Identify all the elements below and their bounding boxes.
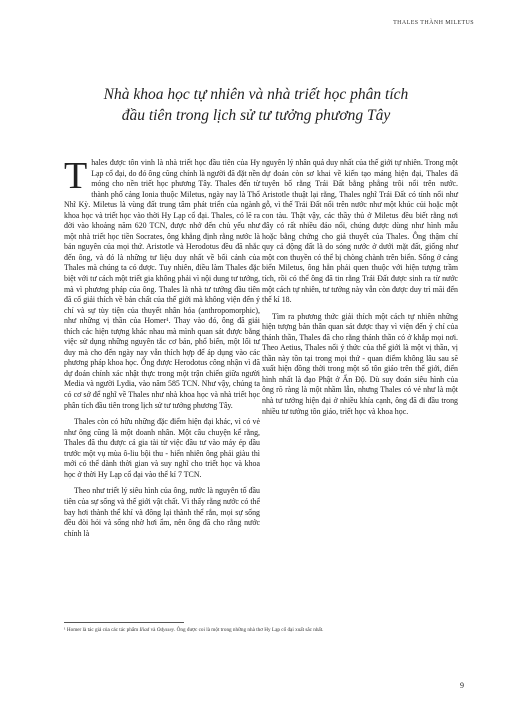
paragraph-1 [64,155,260,411]
running-head-text: THALES THÀNH MILETUS [393,20,474,26]
paragraph-4: nguyên lý nhân quả duy nhất của thế giới tự nhiên. Trong một dự đoán còn sơ khai về kiến tạo mảng hiện đại, Thales đã tuyên bố rằng Trái Đất bằng phẳng trôi nổi trên nước. Aristotle thuật lại rằng, Thales nghĩ Trái Đất có tính nổi như gỗ, vì thế Trái Đất nổi trên nước như một khúc củi hoặc một con tàu. Thật vậy, các thầy thủ ở Miletus đều biết rằng nơi đây có rất nhiều đảo nổi, chúng được dùng như hình mẫu hoặc bằng chứng cho giả thuyết của Thales. Ông thậm chí quy cả động đất là do sóng nước ở dưới mặt đất, giống như một con thuyền có thể bị chòng chành trên biển. Sống ở cảng biển Miletus, ông hẳn phải quen thuộc với hiện tượng trầm tích, rồi có thể ông đã tin rằng Trái Đất được sinh ra từ nước một cách tự nhiên, tư tưởng này vẫn còn được duy trì mãi đến thế kỉ 18. [262,158,458,305]
drop-cap: T [64,155,88,197]
paragraph-1-text: hales được tôn vinh là nhà triết học đầu tiên của Hy Lạp cổ đại, do đó ông cũng chính là người đã đặt nền móng cho nền triết học phương Tây. Thales đến từ thành phố cảng Ionia thuộc Miletus, ngày nay là Thổ Nhĩ Kỳ. Miletus là vùng đất trung tâm phát triển của ngành khoa học và triết học vào thời Hy Lạp cổ đại. Thales, có lẽ ra đời vào khoảng năm 620 TCN, được nhớ đến chủ yếu như một nhà triết học tiền Socrates, ông khẳng định rằng nước là bản nguyên của mọi thứ. Aristotle và Herodotus đều đã nhắc đến ông, và đó là những tư liệu duy nhất về bối cảnh của Thales mà chúng ta có được. Tuy nhiên, điều làm Thales đặc biệt với tư cách một triết gia không phải vì nội dung tư tưởng, mà vì phương pháp của ông. Thales là nhà tư tưởng đầu tiên đã cố giải thích về bản chất của thế giới mà không viện đến ý chí và sự tùy tiện của thuyết nhân hóa (anthropomorphic), như những vị thần của Homer¹. Thay vào đó, ông đã giải thích các hiện tượng khác nhau mà mình quan sát được bằng việc sử dụng những nguyên tắc cơ bản, phổ biến, một lối tư duy mà cho đến ngày nay vẫn thích hợp để áp dụng vào các phương pháp khoa học. Ông được Herodotus công nhận vì đã dự đoán chính xác nhật thực trong một trận chiến giữa người Media và người Lydia, vào năm 585 TCN. Như vậy, chúng ta có cơ sở để nghĩ về Thales như nhà khoa học và nhà triết học phân tích đầu tiên trong lịch sử tư tưởng phương Tây. [64,158,260,410]
title-line-1: Nhà khoa học tự nhiên và nhà triết học phân tích [103,86,409,103]
footnote-text-2: và [149,627,157,633]
footnote-text-3: . Ông được coi là một trong những nhà thơ Hy Lạp cổ đại xuất sắc nhất. [174,627,324,633]
paragraph-3: Theo như triết lý siêu hình của ông, nước là nguyên tố đầu tiên của sự sống và thế giới vật chất. Vì thấy rằng nước có thể bay hơi thành thể khí và đông lại thành thể rắn, mọi sự sống đều đòi hỏi và sống nhờ hơi ẩm, nên ông đã cho rằng nước chính là [64,486,260,538]
running-head [393,18,474,26]
paragraph-5: Tìm ra phương thức giải thích một cách tự nhiên những hiện tượng bản thân quan sát được thay vì viện đến ý chí của thánh thần, Thales đã cho rằng thánh thần có ở khắp mọi nơi. Theo Aetius, Thales nối ý thức của thế giới là một vị thần, vị thần này tồn tại trong mọi thứ - quan điểm không lâu sau sẽ xuất hiện đồng thời trong một số tôn giáo trên thế giới, điển hình nhất là đạo Phật ở Ấn Độ. Dù suy đoán siêu hình của ông rõ ràng là một nhầm lẫn, nhưng Thales có vẻ như là một nhà tư tưởng hiện đại ở nhiều khía cạnh, ông đã đi đầu trong nhiều tư tưởng tôn giáo, triết học và khoa học. [262,311,458,416]
footnote-text-1: Homer là tác giả của các tác phẩm [65,627,140,633]
footnote [64,627,464,634]
paragraph-2: Thales còn có hữu những đặc điểm hiện đại khác, vì có vẻ như ông cũng là một doanh nhân. Một câu chuyện kể rằng, Thales đã thu được cả gia tài từ việc đầu tư vào máy ép dầu trước một vụ mùa ô-liu bội thu - hiển nhiên ông phải giàu thì mới có thể dành thời gian và suy nghĩ cho triết học và khoa học ở thời Hy Lạp cổ đại vào thế kỉ 7 TCN. [64,417,260,479]
footnote-odyssey: Odyssey [156,627,175,633]
page-number: 9 [460,681,464,690]
left-column [64,155,260,539]
title-line-2: đầu tiên trong lịch sử tư tưởng phương Tây [121,107,391,124]
footnote-marker: ¹ [64,627,66,633]
footnote-iliad: Iliad [139,627,150,633]
article-title [40,84,472,126]
footnote-divider [64,622,184,623]
right-column [262,158,458,417]
